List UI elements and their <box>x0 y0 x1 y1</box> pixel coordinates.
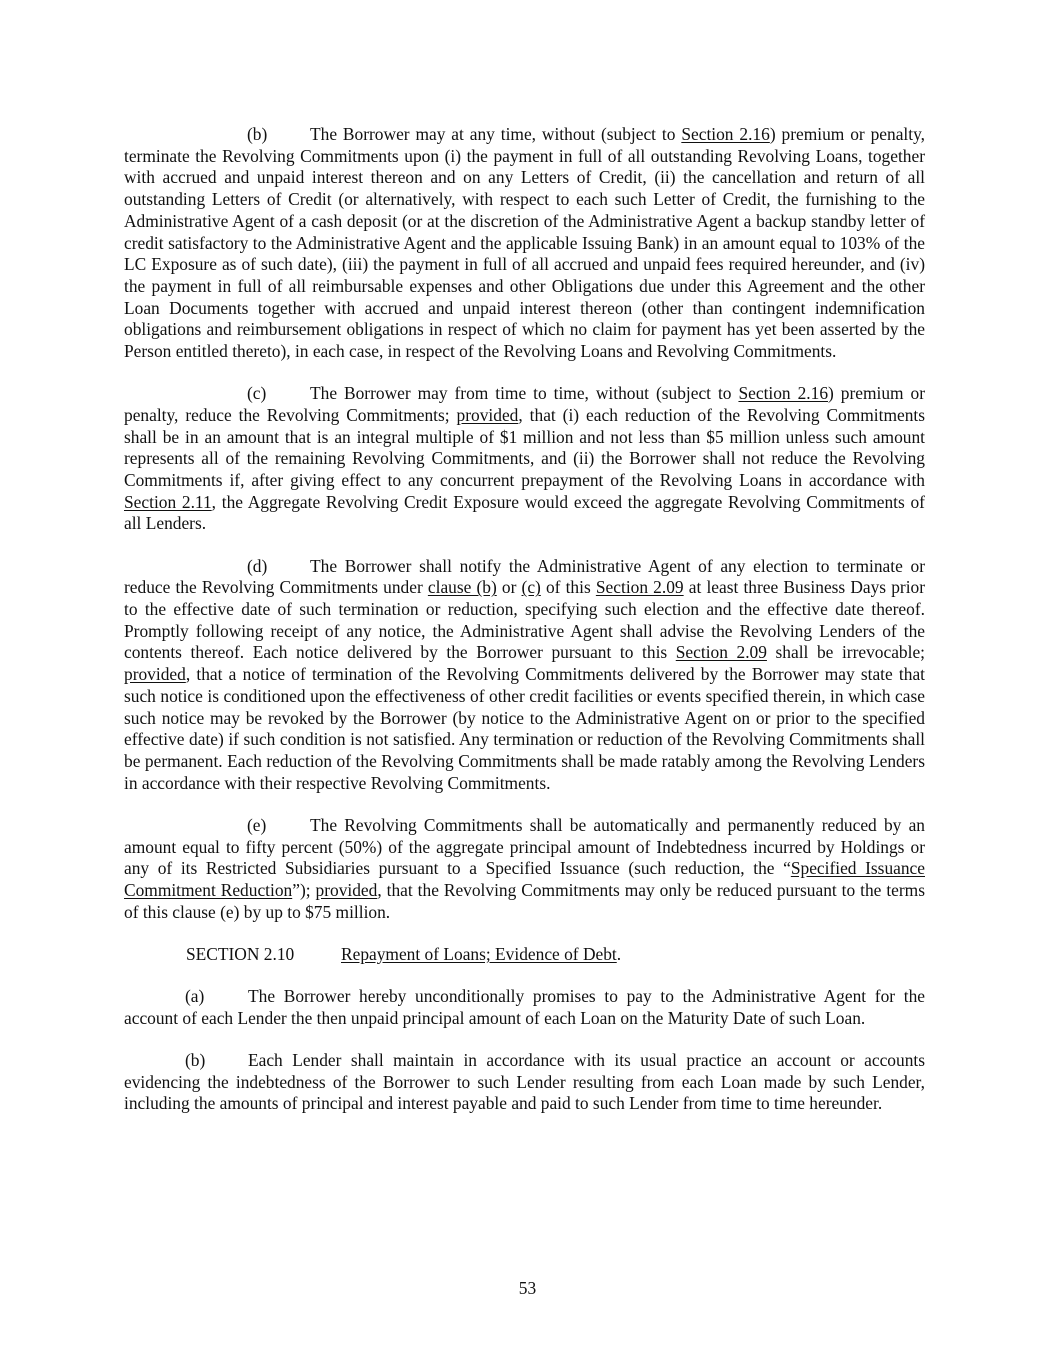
paragraph-text: , the Aggregate Revolving Credit Exposure would exceed the aggregate Revolving Commitments of all Lenders. <box>124 491 925 534</box>
paragraph-text: The Borrower may from time to time, without (subject to <box>310 383 739 404</box>
section-title: Repayment of Loans; Evidence of Debt <box>341 943 617 964</box>
cross-reference-section-2-16: Section 2.16 <box>681 124 770 144</box>
paragraph-text: of this <box>540 577 596 598</box>
paragraph-text: ) premium or penalty, terminate the Revolving Commitments upon (i) the payment in full of all outstanding Revolving Loans, together with accrued and unpaid interest thereon and on any Letters of Credit, (ii) the cancellation and return of all outstanding Letters of Credit (or alternatively, with respect to each such Letter of Credit, the furnishing to the Administrative Agent of a cash deposit (or at the discretion of the Administrative Agent a backup standby letter of credit satisfactory to the Administrative Agent and the applicable Issuing Bank) in an amount equal to 103% of the LC Exposure as of such date), (iii) the payment in full of all accrued and unpaid fees required hereunder, and (iv) the payment in full of all reimbursable expenses and other Obligations due under this Agreement and the other Loan Documents together with accrued and unpaid interest thereon (other than contingent indemnification obligations and reimbursement obligations in respect of which no claim for payment has yet been asserted by the Person entitled thereto), in each case, in respect of the Revolving Loans and Revolving Commitments. <box>124 124 925 362</box>
section-heading <box>124 944 925 966</box>
paragraph-text: at least three Business Days prior to the effective date of such termination or reduction, specifying such election and the effective date thereof. Promptly following receipt of any notice, the Administrative Agent shall advise the Revolving Lenders of the contents thereof. Each notice delivered by the Borrower pursuant to this <box>124 577 926 663</box>
paragraph-text: The Borrower may at any time, without (subject to <box>310 124 682 144</box>
paragraph-e <box>124 815 925 924</box>
paragraph-b <box>124 124 925 363</box>
paragraph-text: or <box>496 577 522 598</box>
paragraph-c <box>124 383 925 535</box>
paragraph-b-evidence-of-debt <box>124 1050 925 1115</box>
paragraph-text: , that a notice of termination of the Revolving Commitments delivered by the Borrower may state that such notice is conditioned upon the effectiveness of other credit facilities or events specified therein, in which case such notice may be revoked by the Borrower (by notice to the Administrative Agent on or prior to the specified effective date) if such condition is not satisfied. Any termination or reduction of the Revolving Commitments shall be permanent. Each reduction of the Revolving Commitments shall be made ratably among the Revolving Lenders in accordance with their respective Revolving Commitments. <box>124 664 925 793</box>
section-number: SECTION 2.10 <box>186 943 295 964</box>
paragraph-text: The Borrower shall notify the Administrative Agent of any election to terminate or reduce the Revolving Commitments under <box>124 555 925 598</box>
paragraph-text: ) premium or penalty, reduce the Revolving Commitments; <box>124 383 926 425</box>
paragraph-text: shall be irrevocable; <box>766 642 925 663</box>
cross-reference-section-2-11: Section 2.11 <box>124 491 212 512</box>
provided-term: provided <box>456 404 519 425</box>
provided-term: provided <box>315 880 378 900</box>
cross-reference-clause-c: (c) <box>521 577 541 598</box>
paragraph-label: (e) <box>247 814 267 835</box>
paragraph-text: , that the Revolving Commitments may only be reduced pursuant to the terms of this clause (e) by up to $75 million. <box>124 880 925 922</box>
paragraph-label: (d) <box>247 555 268 576</box>
paragraph-text: , that (i) each reduction of the Revolving Commitments shall be in an amount that is an integral multiple of $1 million and not less than $5 million unless such amount represents all of the remaining Revolving Commitments, and (ii) the Borrower shall not reduce the Revolving Commitments if, after giving effect to any concurrent prepayment of the Revolving Loans in accordance with <box>124 404 926 491</box>
paragraph-a-repayment <box>124 986 925 1029</box>
defined-term-specified-issuance-commitment-reduction: Specified Issuance Commitment Reduction <box>124 858 925 900</box>
paragraph-label: (b) <box>185 1050 206 1071</box>
cross-reference-clause-b: clause (b) <box>427 577 497 598</box>
section-title-period: . <box>616 943 622 964</box>
document-page <box>124 124 925 1136</box>
provided-term: provided <box>124 664 186 685</box>
paragraph-text: Each Lender shall maintain in accordance with its usual practice an account or accounts evidencing the indebtedness of the Borrower to such Lender resulting from each Loan made by such Lender, including the amounts of principal and interest payable and paid to such Lender from time to time hereunder. <box>124 1050 925 1114</box>
paragraph-label: (c) <box>247 383 267 404</box>
paragraph-text: ”); <box>292 880 316 900</box>
paragraph-text: The Borrower hereby unconditionally promises to pay to the Administrative Agent for the account of each Lender the then unpaid principal amount of each Loan on the Maturity Date of such Loan. <box>124 986 925 1028</box>
paragraph-label: (b) <box>247 124 268 144</box>
cross-reference-section-2-16: Section 2.16 <box>738 383 829 404</box>
cross-reference-section-2-09: Section 2.09 <box>675 642 767 663</box>
paragraph-label: (a) <box>185 986 205 1007</box>
paragraph-text: The Revolving Commitments shall be automatically and permanently reduced by an amount equal to fifty percent (50%) of the aggregate principal amount of Indebtedness incurred by Holdings or any of its Restricted Subsidiaries pursuant to a Specified Issuance (such reduction, the “ <box>124 814 925 879</box>
paragraph-d <box>124 556 925 795</box>
cross-reference-section-2-09: Section 2.09 <box>595 577 684 598</box>
page-number: 53 <box>518 1278 537 1298</box>
